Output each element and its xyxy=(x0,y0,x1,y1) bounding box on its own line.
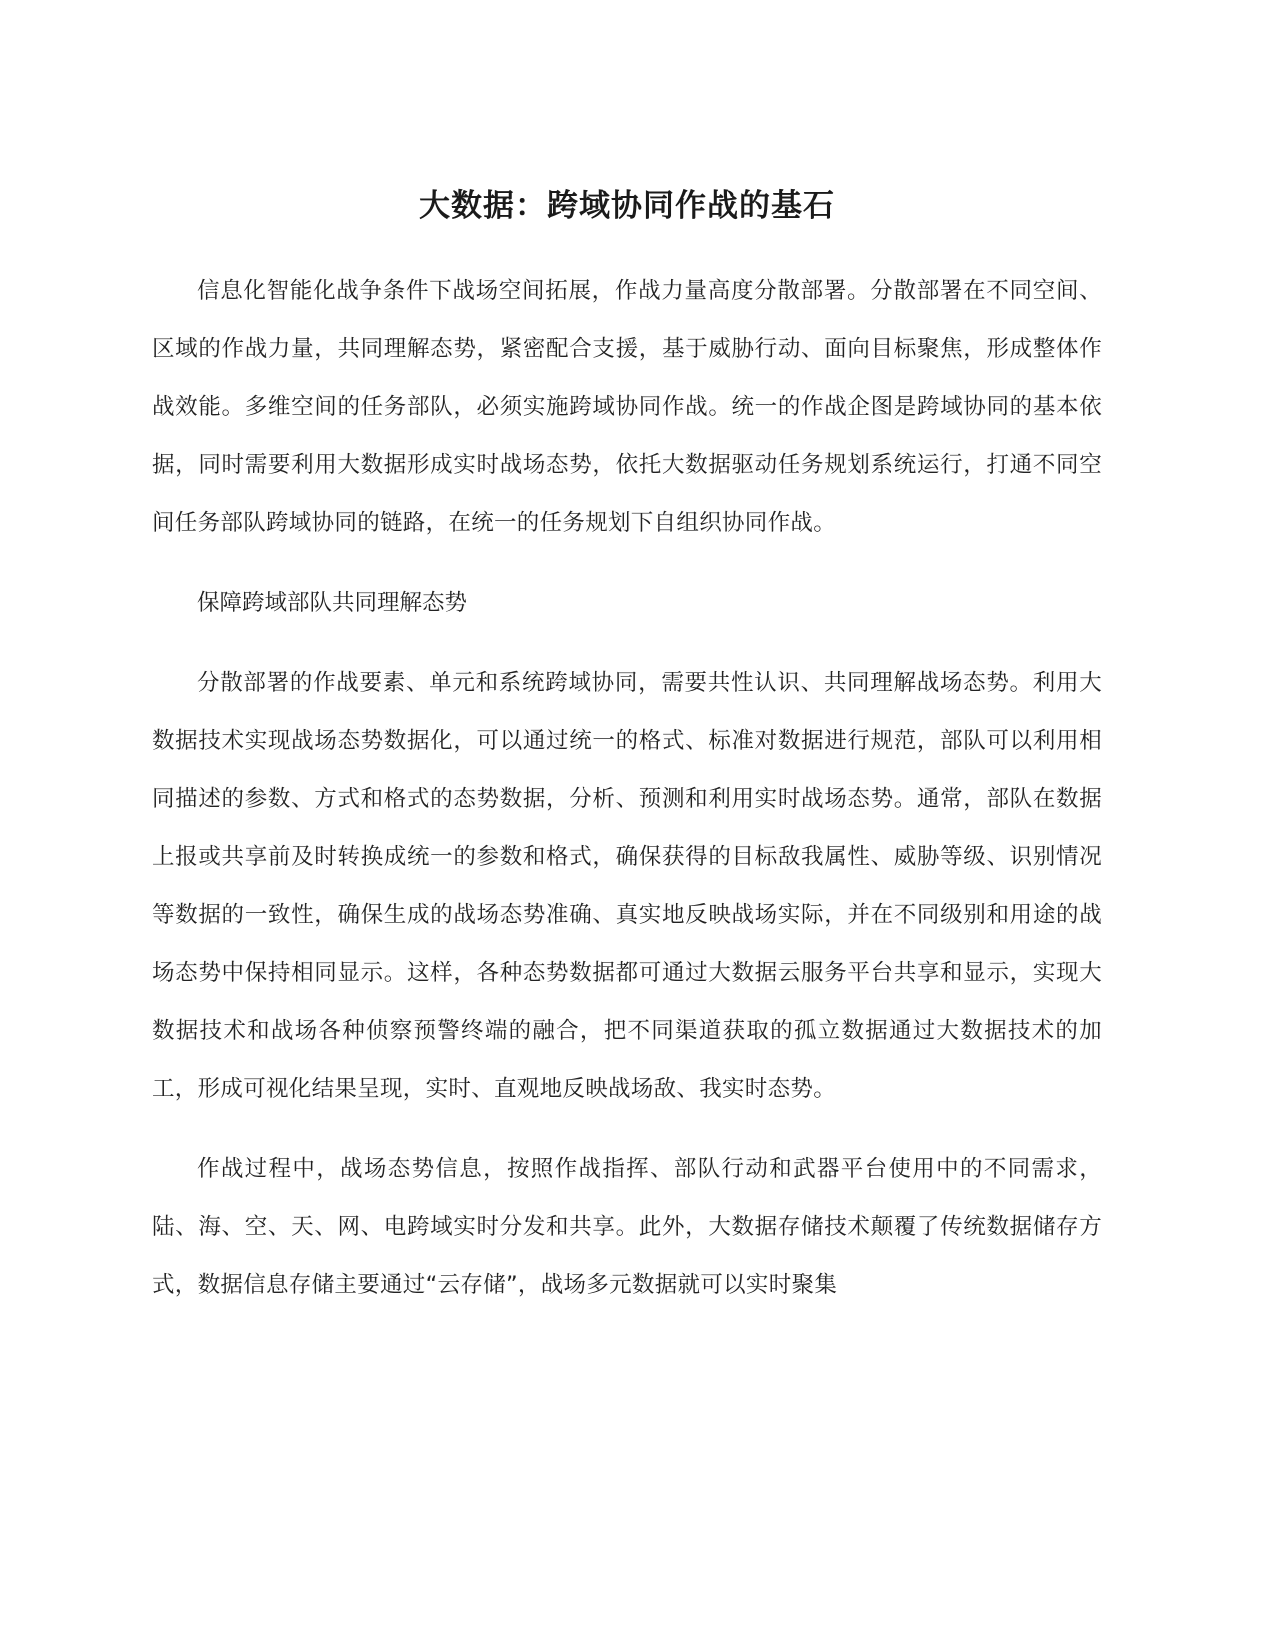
paragraph-situation: 分散部署的作战要素、单元和系统跨域协同，需要共性认识、共同理解战场态势。利用大数据技术实现战场态势数据化，可以通过统一的格式、标准对数据进行规范，部队可以利用相同描述的参数、方式和格式的态势数据，分析、预测和利用实时战场态势。通常，部队在数据上报或共享前及时转换成统一的参数和格式，确保获得的目标敌我属性、威胁等级、识别情况等数据的一致性，确保生成的战场态势准确、真实地反映战场实际，并在不同级别和用途的战场态势中保持相同显示。这样，各种态势数据都可通过大数据云服务平台共享和显示，实现大数据技术和战场各种侦察预警终端的融合，把不同渠道获取的孤立数据通过大数据技术的加工，形成可视化结果呈现，实时、直观地反映战场敌、我实时态势。 xyxy=(152,670,1102,1102)
section-heading: 保障跨域部队共同理解态势 xyxy=(197,590,468,616)
paragraph-distribution: 作战过程中，战场态势信息，按照作战指挥、部队行动和武器平台使用中的不同需求，陆、海、空、天、网、电跨域实时分发和共享。此外，大数据存储技术颠覆了传统数据储存方式，数据信息存储主要通过“云存储”，战场多元数据就可以实时聚集 xyxy=(152,1156,1102,1298)
paragraph-intro: 信息化智能化战争条件下战场空间拓展，作战力量高度分散部署。分散部署在不同空间、区域的作战力量，共同理解态势，紧密配合支援，基于威胁行动、面向目标聚焦，形成整体作战效能。多维空间的任务部队，必须实施跨域协同作战。统一的作战企图是跨域协同的基本依据，同时需要利用大数据形成实时战场态势，依托大数据驱动任务规划系统运行，打通不同空间任务部队跨域协同的链路，在统一的任务规划下自组织协同作战。 xyxy=(152,278,1102,536)
document-title: 大数据：跨域协同作战的基石 xyxy=(419,188,835,224)
document-page xyxy=(152,180,1102,1336)
